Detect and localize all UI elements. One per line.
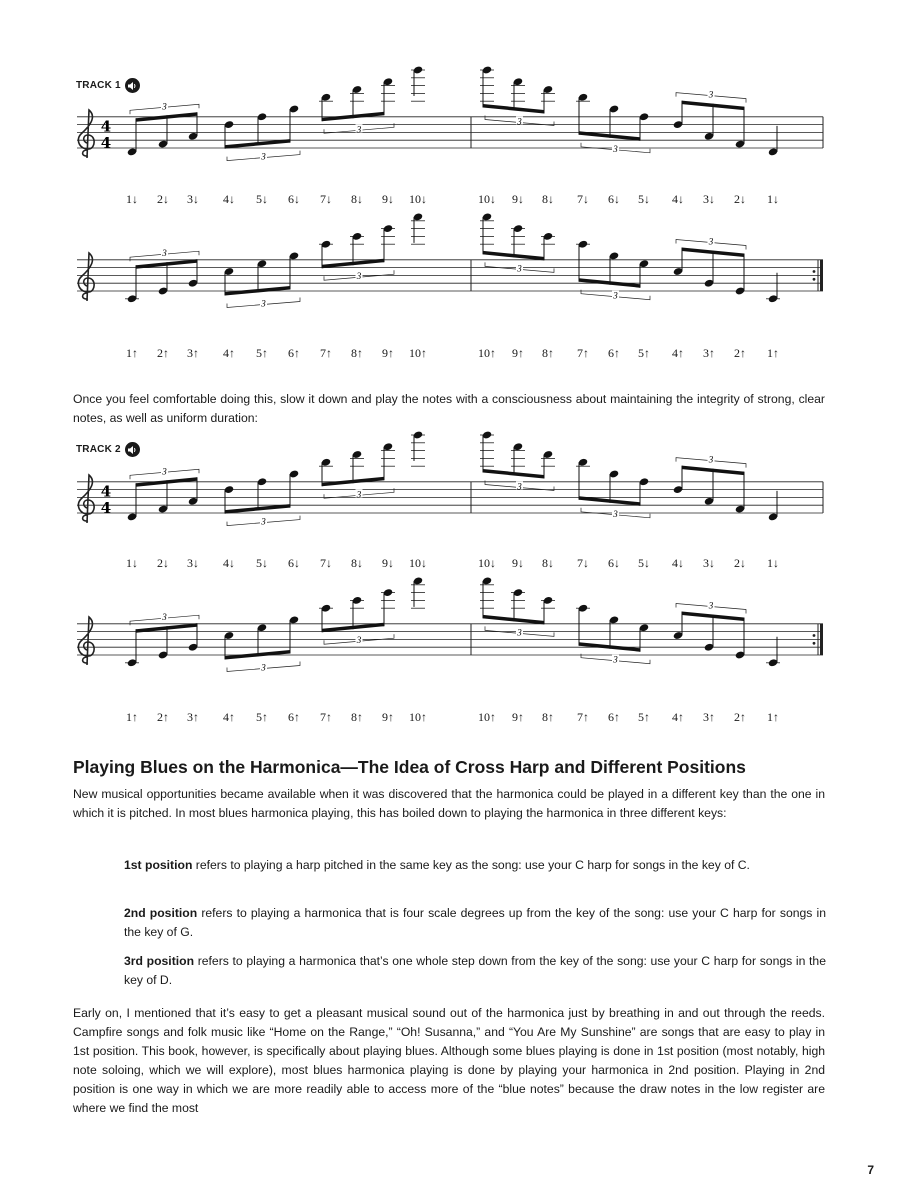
- tab-number: 7↓: [577, 556, 589, 570]
- staff-system-2: [0, 236, 900, 333]
- tab-number: 1↓: [767, 192, 779, 206]
- tab-number: 4↑: [672, 346, 684, 360]
- tab-number: 6↑: [608, 710, 620, 724]
- section-heading: Playing Blues on the Harmonica—The Idea of Cross Harp and Different Positions: [73, 757, 746, 777]
- triplet-number: 3: [261, 298, 266, 309]
- triplet-number: 3: [708, 600, 714, 611]
- tab-number: 4↑: [223, 346, 235, 360]
- triplet-number: 3: [261, 662, 266, 673]
- tab-number: 2↑: [734, 710, 746, 724]
- page-number: 7: [867, 1163, 874, 1177]
- tab-row-2: [0, 346, 900, 362]
- tab-number: 6↑: [288, 346, 300, 360]
- position-2-term: 2nd position: [124, 906, 198, 920]
- tab-number: 3↑: [187, 346, 199, 360]
- tab-number: 10↓: [478, 556, 496, 570]
- blues-paragraph: New musical opportunities became available when it was discovered that the harmonica could be played in a different key than the one in which it is pitched. In most blues harmonica playing, this has boiled down to playing the harmonica in three different keys:: [73, 787, 825, 820]
- position-1-term: 1st position: [124, 858, 193, 872]
- position-1-text: refers to playing a harp pitched in the same key as the song: use your C harp for songs in the key of C.: [192, 858, 750, 872]
- tab-number: 10↑: [409, 346, 427, 360]
- track-1-label: TRACK 1: [76, 78, 140, 93]
- tab-row-3: [0, 556, 900, 572]
- tab-number: 8↓: [542, 192, 554, 206]
- tab-number: 1↑: [767, 346, 779, 360]
- triplet-number: 3: [261, 151, 266, 162]
- time-signature-top: 4: [100, 117, 112, 136]
- tab-number: 10↑: [478, 346, 496, 360]
- tab-row-1: [0, 192, 900, 208]
- tab-number: 3↑: [703, 710, 715, 724]
- tab-number: 8↓: [542, 556, 554, 570]
- tab-number: 5↓: [638, 192, 650, 206]
- tab-number: 2↓: [157, 556, 169, 570]
- triplet-number: 3: [356, 124, 362, 135]
- repeat-dot: [813, 634, 816, 637]
- tab-number: 1↑: [126, 710, 138, 724]
- tab-number: 9↑: [512, 710, 524, 724]
- triplet-number: 3: [708, 89, 714, 100]
- position-3-paragraph: [124, 952, 826, 990]
- tab-number: 1↓: [126, 192, 138, 206]
- tab-number: 5↑: [638, 346, 650, 360]
- triplet-number: 3: [517, 263, 522, 274]
- tab-number: 2↑: [157, 710, 169, 724]
- position-2-paragraph: [124, 904, 826, 942]
- final-barline-thick: [820, 260, 823, 291]
- tab-number: 6↑: [288, 710, 300, 724]
- triplet-number: 3: [708, 454, 714, 465]
- triplet-number: 3: [613, 654, 618, 665]
- repeat-dot: [813, 270, 816, 273]
- tab-number: 1↑: [767, 710, 779, 724]
- time-signature-top: 4: [100, 482, 112, 501]
- triplet-number: 3: [356, 489, 362, 500]
- tab-number: 3↓: [703, 556, 715, 570]
- tab-number: 4↑: [672, 710, 684, 724]
- triplet-number: 3: [162, 101, 167, 112]
- triplet-number: 3: [517, 116, 522, 127]
- tab-number: 6↓: [608, 192, 620, 206]
- tab-number: 1↓: [767, 556, 779, 570]
- tab-number: 8↓: [351, 556, 363, 570]
- intro-paragraph: Once you feel comfortable doing this, slow it down and play the notes with a consciousness about maintaining the integrity of strong, clear notes, as well as uniform duration:: [73, 392, 825, 425]
- triplet-number: 3: [613, 290, 618, 301]
- tab-row-4: [0, 710, 900, 726]
- position-3-term: 3rd position: [124, 954, 195, 968]
- tab-number: 9↑: [512, 346, 524, 360]
- tab-number: 1↓: [126, 556, 138, 570]
- tab-number: 9↓: [382, 556, 394, 570]
- tab-number: 7↑: [320, 710, 332, 724]
- tab-number: 7↓: [577, 192, 589, 206]
- tab-number: 2↑: [734, 346, 746, 360]
- time-signature-bottom: 4: [100, 134, 112, 152]
- speaker-icon[interactable]: [125, 442, 140, 457]
- repeat-dot: [813, 642, 816, 645]
- tab-number: 3↓: [187, 556, 199, 570]
- tab-number: 3↑: [703, 346, 715, 360]
- triplet-number: 3: [162, 248, 167, 259]
- tab-number: 5↑: [256, 710, 268, 724]
- triplet-number: 3: [162, 466, 167, 477]
- triplet-number: 3: [708, 236, 714, 247]
- tab-number: 9↑: [382, 346, 394, 360]
- tab-number: 2↑: [157, 346, 169, 360]
- staff-system-1: [0, 89, 900, 190]
- tab-number: 8↓: [351, 192, 363, 206]
- triplet-number: 3: [613, 508, 618, 519]
- tab-number: 7↓: [320, 556, 332, 570]
- tab-number: 2↓: [734, 192, 746, 206]
- tab-number: 10↑: [409, 710, 427, 724]
- tab-number: 8↑: [542, 710, 554, 724]
- staff-system-4: [0, 600, 900, 697]
- tab-number: 4↓: [672, 192, 684, 206]
- tab-number: 6↓: [288, 556, 300, 570]
- triplet-number: 3: [517, 481, 522, 492]
- triplet-number: 3: [356, 635, 362, 646]
- triplet-number: 3: [162, 612, 167, 623]
- final-barline-thick: [820, 624, 823, 655]
- triplet-number: 3: [261, 516, 266, 527]
- staff-system-3: [0, 454, 900, 555]
- tab-number: 5↓: [638, 556, 650, 570]
- repeat-dot: [813, 278, 816, 281]
- tab-number: 4↓: [223, 556, 235, 570]
- tab-number: 7↑: [577, 710, 589, 724]
- tab-number: 10↑: [478, 710, 496, 724]
- tab-number: 7↑: [320, 346, 332, 360]
- tab-number: 6↑: [608, 346, 620, 360]
- tab-number: 10↓: [478, 192, 496, 206]
- tab-number: 3↓: [187, 192, 199, 206]
- tab-number: 5↓: [256, 556, 268, 570]
- treble-clef-icon: [78, 253, 94, 301]
- tab-number: 10↓: [409, 192, 427, 206]
- tab-number: 8↑: [351, 710, 363, 724]
- tab-number: 4↑: [223, 710, 235, 724]
- time-signature-bottom: 4: [100, 499, 112, 517]
- speaker-icon[interactable]: [125, 78, 140, 93]
- tab-number: 1↑: [126, 346, 138, 360]
- tab-number: 5↓: [256, 192, 268, 206]
- tab-number: 10↓: [409, 556, 427, 570]
- tab-number: 8↑: [542, 346, 554, 360]
- tab-number: 5↑: [638, 710, 650, 724]
- tab-number: 2↓: [157, 192, 169, 206]
- tab-number: 6↓: [608, 556, 620, 570]
- tab-number: 7↓: [320, 192, 332, 206]
- position-3-text: refers to playing a harmonica that’s one whole step down from the key of the song: use your C harp for songs in the key of D.: [124, 954, 826, 987]
- treble-clef-icon: [78, 617, 94, 665]
- tab-number: 8↑: [351, 346, 363, 360]
- position-1-paragraph: [124, 856, 826, 875]
- tab-number: 4↓: [672, 556, 684, 570]
- early-on-paragraph: Early on, I mentioned that it’s easy to get a pleasant musical sound out of the harmonica just by breathing in and out through the reeds. Campfire songs and folk music like “Home on the Range,” “Oh! Susanna,” and “You Are My Sunshine” are songs that are easy to play in 1st position. This book, however, is specifically about playing blues. Although some blues playing is done in 1st position (most notably, high note soloing, which we will explore), most blues harmonica playing is done by playing your harmonica in 2nd position. Playing in 2nd position is one way in which we are more readily able to access more of the “blue notes” because the draw notes in the low register are where we find the most: [73, 1006, 825, 1115]
- tab-number: 7↑: [577, 346, 589, 360]
- tab-number: 3↓: [703, 192, 715, 206]
- triplet-number: 3: [517, 627, 522, 638]
- track-2-label: TRACK 2: [76, 442, 140, 457]
- position-2-text: refers to playing a harmonica that is four scale degrees up from the key of the song: use your C harp for songs in the key of G.: [124, 906, 826, 939]
- tab-number: 6↓: [288, 192, 300, 206]
- tab-number: 9↓: [512, 192, 524, 206]
- triplet-number: 3: [613, 143, 618, 154]
- treble-clef-icon: [78, 475, 94, 523]
- tab-number: 5↑: [256, 346, 268, 360]
- tab-number: 3↑: [187, 710, 199, 724]
- tab-number: 2↓: [734, 556, 746, 570]
- tab-number: 9↓: [382, 192, 394, 206]
- tab-number: 9↓: [512, 556, 524, 570]
- tab-number: 4↓: [223, 192, 235, 206]
- tab-number: 9↑: [382, 710, 394, 724]
- triplet-number: 3: [356, 271, 362, 282]
